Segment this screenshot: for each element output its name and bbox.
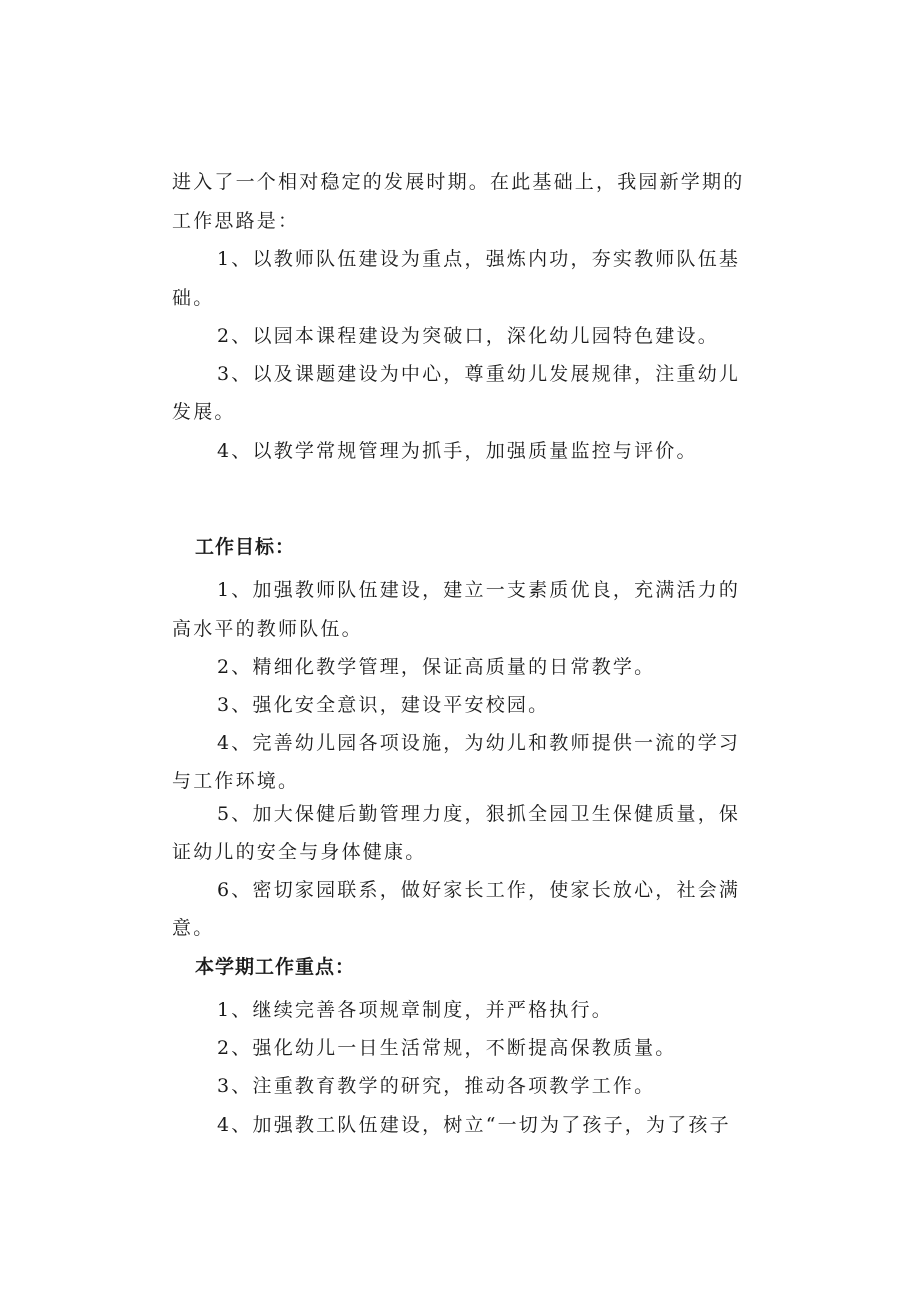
goals-heading: 工作目标： xyxy=(195,536,296,558)
idea-3-line-1: 3、以及课题建设为中心，尊重幼儿发展规律，注重幼儿 xyxy=(217,363,741,385)
goal-2-line-1: 2、精细化教学管理，保证高质量的日常教学。 xyxy=(217,656,656,678)
intro-line-2: 工作思路是： xyxy=(172,210,300,232)
goal-1-line-1: 1、加强教师队伍建设，建立一支素质优良，充满活力的 xyxy=(217,579,741,601)
goal-1-line-2: 高水平的教师队伍。 xyxy=(172,618,363,640)
goal-5-line-2: 证幼儿的安全与身体健康。 xyxy=(172,841,427,863)
idea-2-line-1: 2、以园本课程建设为突破口，深化幼儿园特色建设。 xyxy=(217,325,719,347)
intro-line-1: 进入了一个相对稳定的发展时期。在此基础上，我园新学期的 xyxy=(172,171,745,193)
focus-3-line-1: 3、注重教育教学的研究，推动各项教学工作。 xyxy=(217,1075,656,1097)
idea-1-line-2: 础。 xyxy=(172,287,215,309)
goal-4-line-1: 4、完善幼儿园各项设施，为幼儿和教师提供一流的学习 xyxy=(217,732,741,754)
focus-heading: 本学期工作重点： xyxy=(195,956,356,978)
goal-4-line-2: 与工作环境。 xyxy=(172,770,300,792)
goal-5-line-1: 5、加大保健后勤管理力度，狠抓全园卫生保健质量，保 xyxy=(217,803,741,825)
goal-6-line-2: 意。 xyxy=(172,917,215,939)
goal-6-line-1: 6、密切家园联系，做好家长工作，使家长放心，社会满 xyxy=(217,879,741,901)
idea-3-line-2: 发展。 xyxy=(172,401,236,423)
goal-3-line-1: 3、强化安全意识，建设平安校园。 xyxy=(217,694,550,716)
focus-2-line-1: 2、强化幼儿一日生活常规，不断提高保教质量。 xyxy=(217,1037,677,1059)
idea-4-line-1: 4、以教学常规管理为抓手，加强质量监控与评价。 xyxy=(217,440,698,462)
focus-1-line-1: 1、继续完善各项规章制度，并严格执行。 xyxy=(217,999,613,1021)
focus-4-line-1: 4、加强教工队伍建设，树立“一切为了孩子，为了孩子 xyxy=(217,1114,731,1136)
idea-1-line-1: 1、以教师队伍建设为重点，强炼内功，夯实教师队伍基 xyxy=(217,248,741,270)
